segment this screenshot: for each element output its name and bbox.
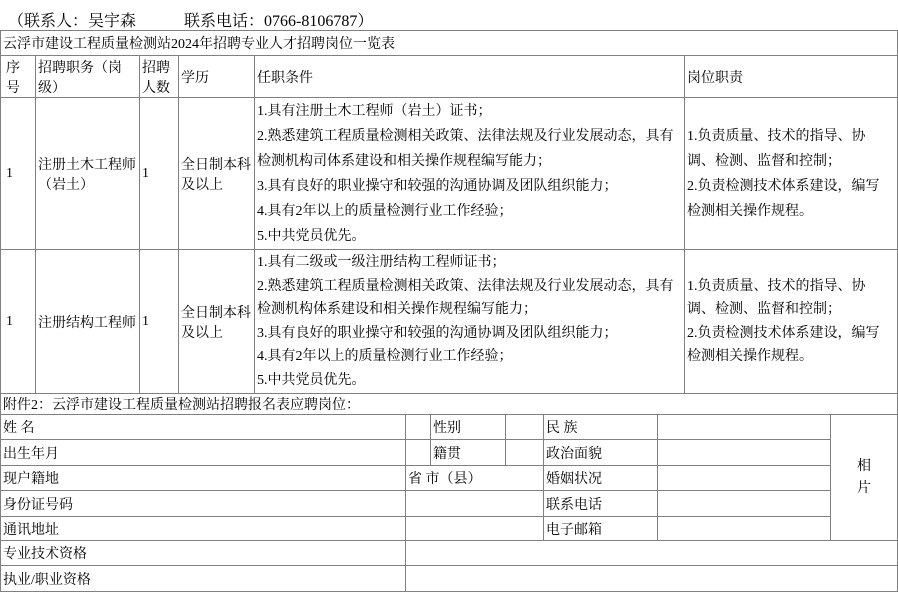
col-header-duties: 岗位职责 — [685, 56, 898, 98]
professional-qualification-value-cell — [406, 541, 898, 566]
attachment-line: 附件2：云浮市建设工程质量检测站招聘报名表应聘岗位： — [1, 394, 898, 415]
birth-date-value-cell — [406, 440, 431, 466]
photo-cell — [831, 415, 898, 541]
native-place-value-cell — [506, 440, 544, 466]
professional-qualification-label: 专业技术资格 — [1, 541, 406, 566]
id-number-value-cell — [406, 491, 544, 517]
birth-date-label: 出生年月 — [1, 440, 406, 466]
job-duties — [685, 98, 898, 250]
job-position: 注册土木工程师（岩土） — [36, 98, 140, 250]
form-row — [1, 491, 898, 517]
list-line: 2.负责检测技术体系建设，编写检测相关操作规程。 — [687, 178, 880, 219]
col-header-count: 招聘人数 — [140, 56, 179, 98]
list-line: 2.负责检测技术体系建设，编写检测相关操作规程。 — [687, 325, 880, 364]
phone-value-cell — [658, 491, 831, 517]
ethnicity-value-cell — [658, 415, 831, 440]
application-form-table — [0, 393, 898, 592]
province-city-cell: 省 市（县） — [406, 466, 544, 491]
jobs-table-header-row — [1, 56, 898, 98]
job-requirements — [255, 98, 685, 250]
mailing-address-label: 通讯地址 — [1, 517, 406, 541]
job-position: 注册结构工程师 — [36, 250, 140, 394]
job-seq: 1 — [1, 98, 36, 250]
mailing-address-value-cell — [406, 517, 544, 541]
job-requirements — [255, 250, 685, 394]
political-status-value-cell — [658, 440, 831, 466]
name-value-cell — [406, 415, 431, 440]
jobs-table-title-row — [1, 31, 898, 56]
list-line: 1.具有注册土木工程师（岩土）证书； — [257, 103, 492, 119]
form-row — [1, 466, 898, 491]
form-row — [1, 517, 898, 541]
list-line: 3.具有良好的职业操守和较强的沟通协调及团队组织能力； — [257, 178, 618, 194]
col-header-requirements: 任职条件 — [255, 56, 685, 98]
jobs-table-title: 云浮市建设工程质量检测站2024年招聘专业人才招聘岗位一览表 — [1, 31, 898, 56]
form-row — [1, 415, 898, 440]
marital-status-value-cell — [658, 466, 831, 491]
job-education: 全日制本科及以上 — [179, 250, 255, 394]
list-line: 4.具有2年以上的质量检测行业工作经验； — [257, 349, 513, 364]
job-count: 1 — [140, 98, 179, 250]
form-row — [1, 566, 898, 592]
residence-label: 现户籍地 — [1, 466, 406, 491]
gender-value-cell — [506, 415, 544, 440]
list-line: 2.熟悉建筑工程质量检测相关政策、法律法规及行业发展动态，具有检测机构体系建设和相关操作规程编写能力； — [257, 278, 674, 317]
job-education: 全日制本科及以上 — [179, 98, 255, 250]
list-line: 5.中共党员优先。 — [257, 228, 366, 244]
list-line: 5.中共党员优先。 — [257, 372, 366, 388]
practice-qualification-label: 执业/职业资格 — [1, 566, 406, 592]
political-status-label: 政治面貌 — [544, 440, 658, 466]
practice-qualification-value-cell — [406, 566, 898, 592]
list-line: 4.具有2年以上的质量检测行业工作经验； — [257, 203, 513, 219]
list-line: 2.熟悉建筑工程质量检测相关政策、法律法规及行业发展动态，具有检测机构司体系建设和相关操作规程编写能力； — [257, 128, 674, 169]
form-row — [1, 541, 898, 566]
list-line: 1.负责质量、技术的指导、协调、检测、监督和控制； — [687, 278, 866, 317]
col-header-position: 招聘职务（岗级） — [36, 56, 140, 98]
gender-label: 性别 — [431, 415, 506, 440]
col-header-seq: 序号 — [1, 56, 36, 98]
job-row — [1, 250, 898, 394]
email-label: 电子邮箱 — [544, 517, 658, 541]
list-line: 1.负责质量、技术的指导、协调、检测、监督和控制； — [687, 128, 866, 169]
native-place-label: 籍贯 — [431, 440, 506, 466]
photo-label: 相片 — [857, 458, 872, 496]
marital-status-label: 婚姻状况 — [544, 466, 658, 491]
job-row — [1, 98, 898, 250]
job-duties — [685, 250, 898, 394]
list-line: 1.具有二级或一级注册结构工程师证书； — [257, 255, 506, 270]
list-line: 3.具有良好的职业操守和较强的沟通协调及团队组织能力； — [257, 325, 618, 341]
email-value-cell — [658, 517, 831, 541]
contact-line: （联系人：吴宇森 联系电话：0766-8106787） — [8, 13, 374, 30]
attachment-row — [1, 394, 898, 415]
col-header-education: 学历 — [179, 56, 255, 98]
ethnicity-label: 民 族 — [544, 415, 658, 440]
name-label: 姓 名 — [1, 415, 406, 440]
jobs-table — [0, 30, 898, 394]
form-row — [1, 440, 898, 466]
job-seq: 1 — [1, 250, 36, 394]
phone-label: 联系电话 — [544, 491, 658, 517]
job-count: 1 — [140, 250, 179, 394]
id-number-label: 身份证号码 — [1, 491, 406, 517]
